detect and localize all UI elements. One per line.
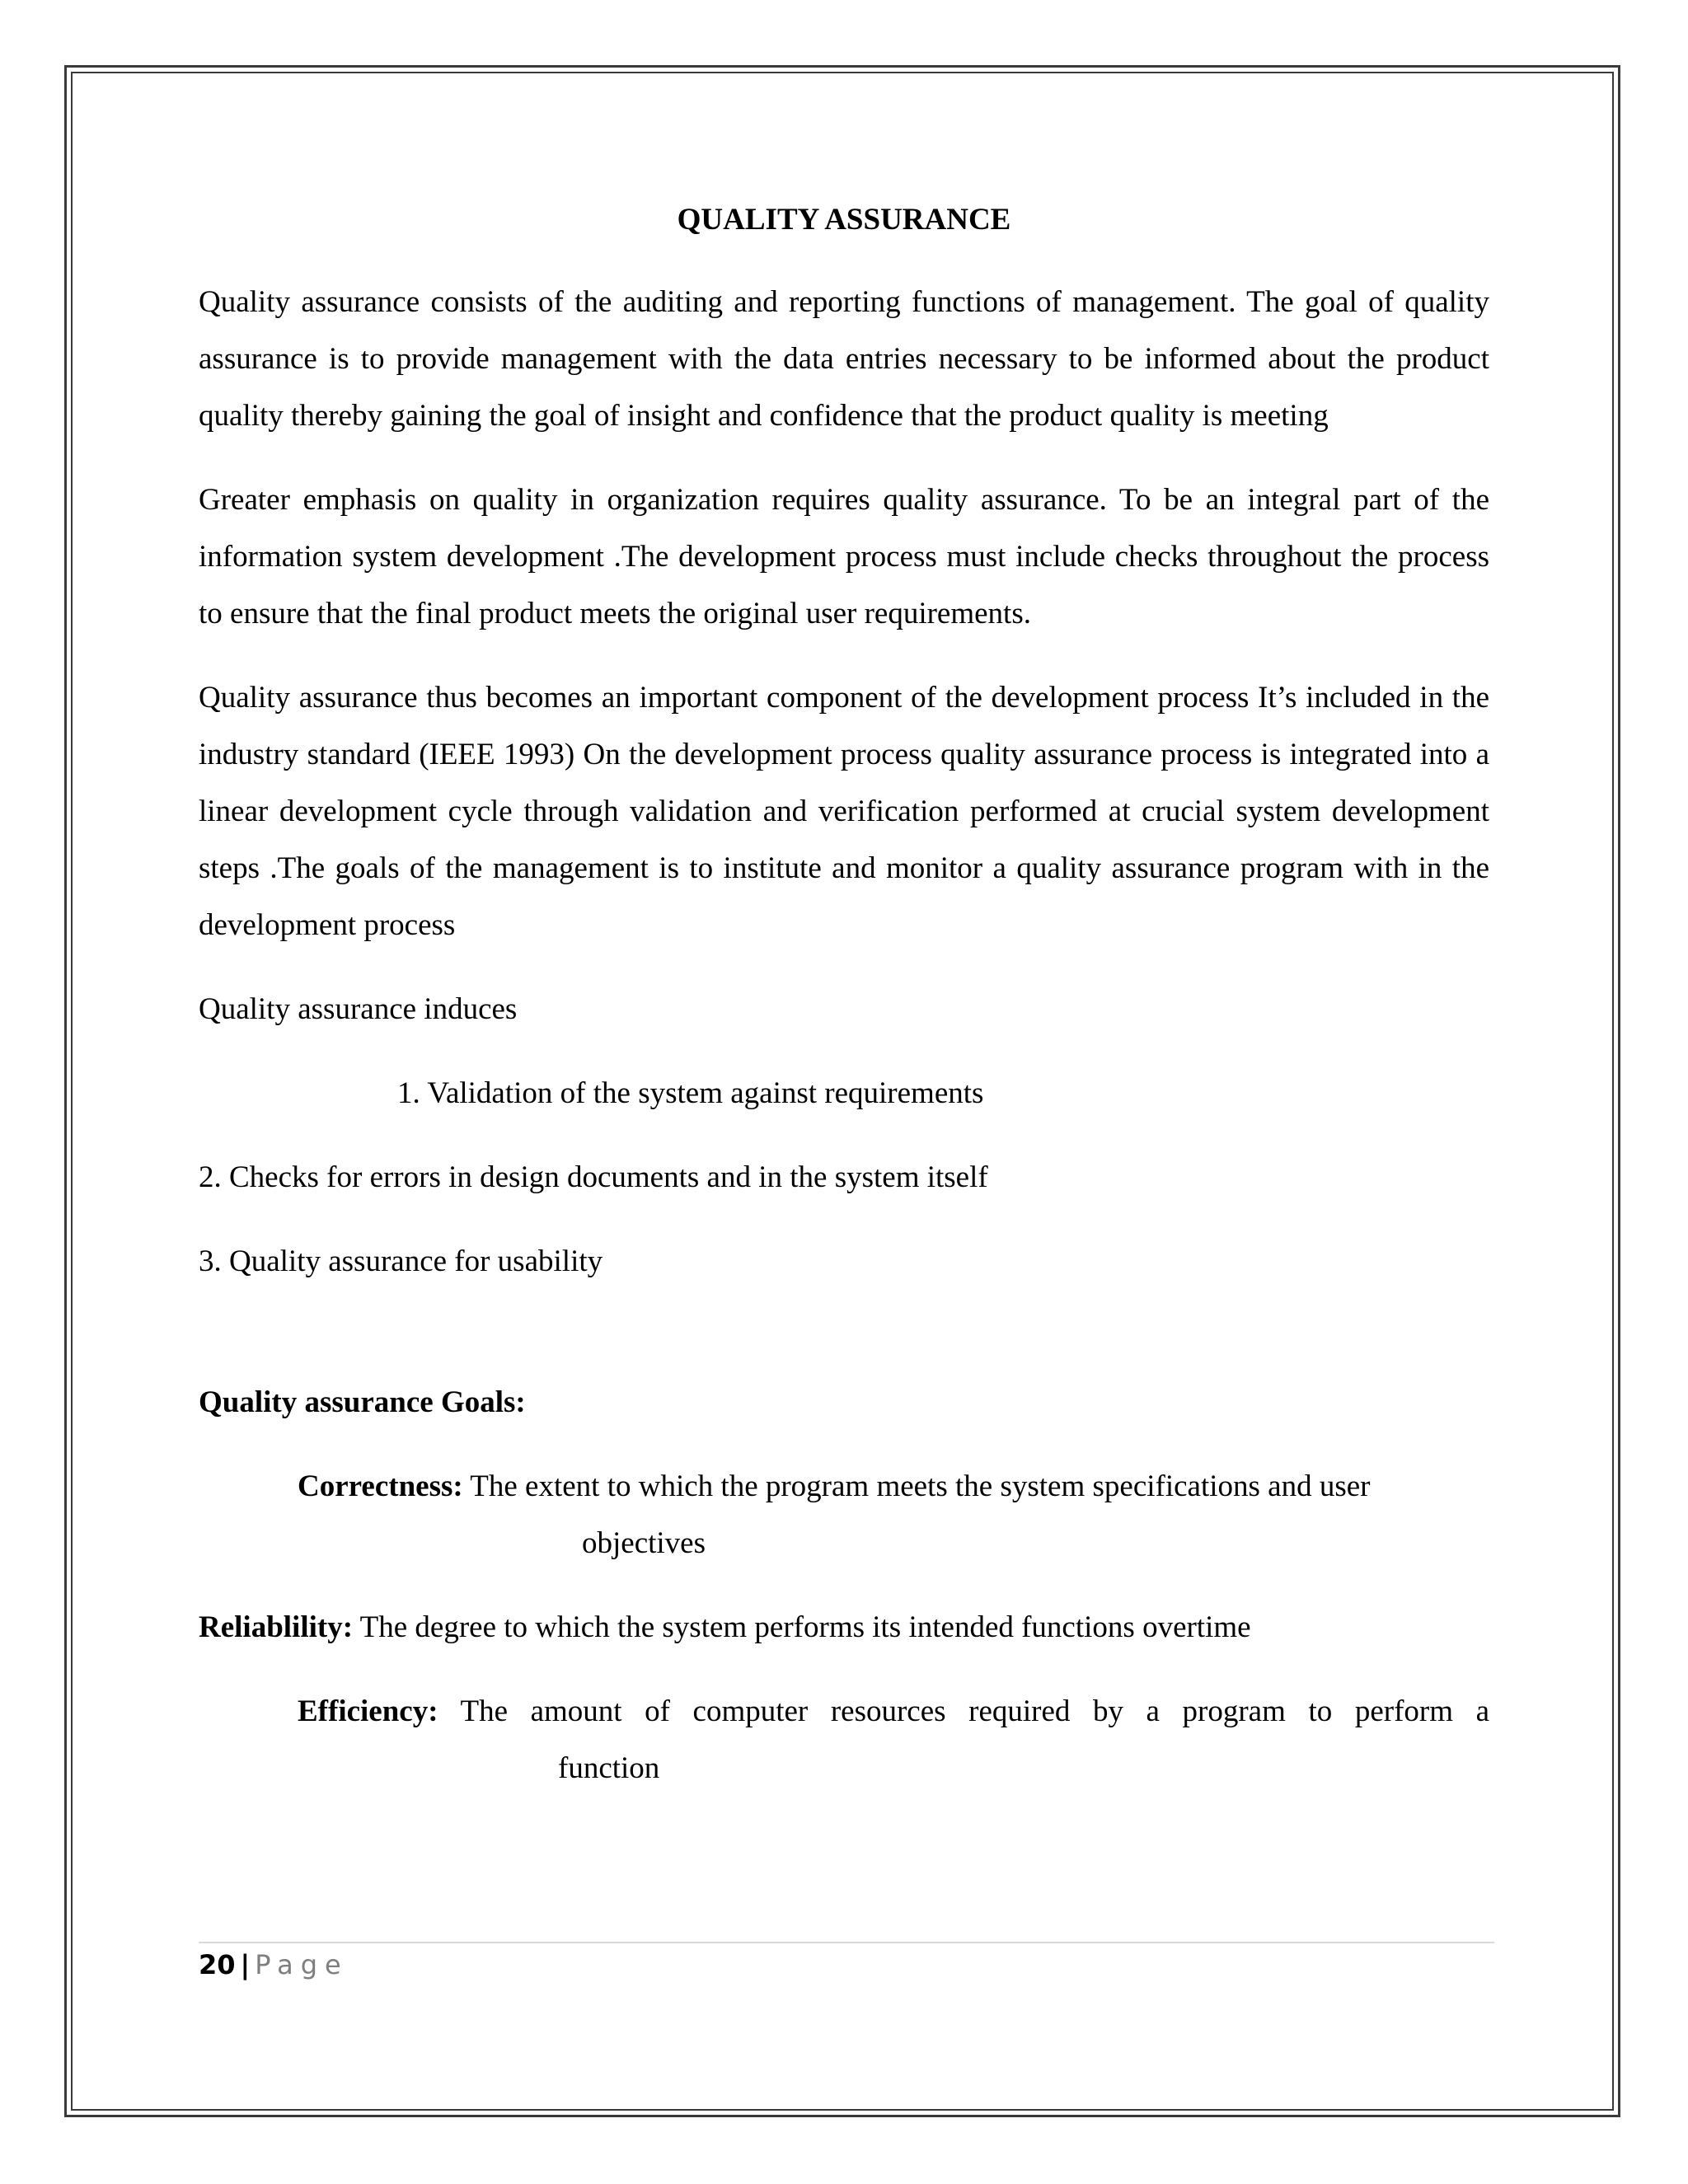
page-number: 20 <box>199 1949 236 1980</box>
document-body <box>199 191 1489 1824</box>
document-title: QUALITY ASSURANCE <box>677 203 1011 237</box>
goal-term-correctness: Correctness: <box>298 1469 463 1503</box>
goal-efficiency <box>199 1683 1489 1797</box>
goal-text-correctness-cont: objectives <box>582 1526 706 1560</box>
goal-correctness <box>199 1458 1489 1572</box>
list-item-1: 1. Validation of the system against requirements <box>397 1076 984 1110</box>
spacer <box>199 1317 1489 1374</box>
goal-text-reliability: The degree to which the system performs its intended functions overtime <box>359 1610 1251 1644</box>
footer-divider <box>199 1942 1494 1943</box>
goal-efficiency-line1 <box>298 1683 1489 1740</box>
paragraph-1: Quality assurance consists of the auditing and reporting functions of management. The goal of quality assurance is to provide management with the data entries necessary to be informed about the product quality thereby gaining the goal of insight and confidence that the product quality is meeting <box>199 285 1489 433</box>
paragraph-2: Greater emphasis on quality in organization requires quality assurance. To be an integral part of the information system development .The development process must include checks throughout the process to ensure that the final product meets the original user requirements. <box>199 483 1489 630</box>
goal-term-efficiency: Efficiency: <box>298 1694 438 1728</box>
paragraph-3: Quality assurance thus becomes an important component of the development process It’s included in the industry standard (IEEE 1993) On the development process quality assurance process is integrated into a linear development cycle through validation and verification performed at crucial system development steps .The goals of the management is to institute and monitor a quality assurance program with in the development process <box>199 681 1489 942</box>
goals-heading: Quality assurance Goals: <box>199 1385 526 1419</box>
list-intro: Quality assurance induces <box>199 992 518 1026</box>
page-footer <box>199 1947 349 1983</box>
goal-text-correctness: The extent to which the program meets the system specifications and user <box>470 1469 1371 1503</box>
goal-text-efficiency: The amount of computer resources required by a program to perform a <box>460 1694 1489 1728</box>
list-item-2: 2. Checks for errors in design documents and in the system itself <box>199 1160 988 1194</box>
page-label: Page <box>255 1949 349 1980</box>
goal-text-efficiency-cont: function <box>558 1751 660 1785</box>
footer-separator: | <box>240 1949 251 1980</box>
goal-reliability <box>199 1599 1489 1656</box>
list-item-3: 3. Quality assurance for usability <box>199 1244 603 1278</box>
goal-correctness-line1 <box>298 1458 1489 1515</box>
goal-term-reliability: Reliablility: <box>199 1610 354 1644</box>
